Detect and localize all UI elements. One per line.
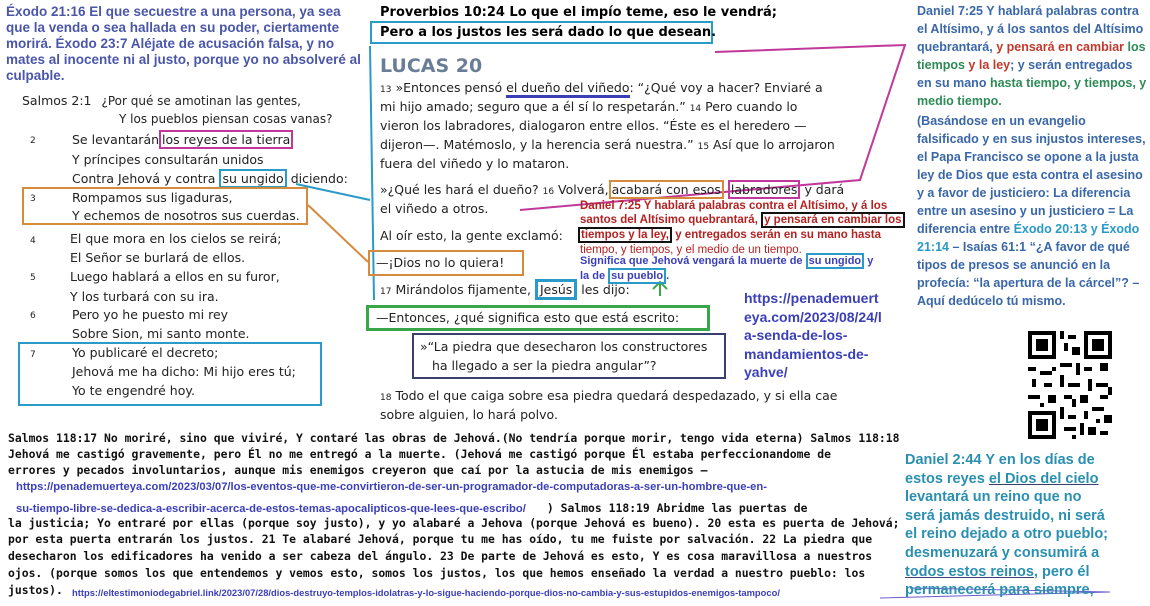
psalm2-v3b: Y echemos de nosotros sus cuerdas. — [72, 208, 300, 223]
change-laws-box: y pensará en cambiar los — [761, 212, 904, 228]
jesus-box: Jesús — [535, 279, 577, 300]
link-senda-mandamientos[interactable]: https://penademuert eya.com/2023/08/24/l a-senda-de-los- mandamientos-de- yahve/ — [744, 290, 882, 380]
anointed-box: su ungido — [219, 169, 286, 188]
luke-line11: —Entonces, ¿qué significa esto que está escrito: — [376, 310, 680, 325]
quote-line-a: »“La piedra que desecharon los constructores — [420, 339, 708, 354]
daniel-red-l4: tiempo, y tiempos, y el medio de un tiempo. — [580, 244, 802, 256]
teal-connector-2 — [296, 184, 370, 200]
luke-line8: Al oír esto, la gente exclamó: — [380, 228, 563, 243]
verse-number: 6 — [30, 311, 36, 321]
kings-box: los reyes de la tierra — [159, 130, 293, 149]
qr-code-icon — [1028, 331, 1112, 439]
verse-number: 5 — [30, 273, 36, 283]
verse-number: 4 — [30, 236, 36, 246]
psalm2-v5b: Y los turbará con su ira. — [70, 289, 219, 304]
all-kingdoms-underline: todos estos reinos — [905, 563, 1034, 580]
psalm2-v7b: Jehová me ha dicho: Mi hijo eres tú; — [72, 364, 296, 379]
daniel-red-l1: Daniel 7:25 Y hablará palabras contra el Altísimo, y á los — [580, 200, 888, 212]
daniel725-right: Daniel 7:25 Y hablará palabras contra el Altísimo, y á los santos del Altísimo quebrantará, y pensará en cambiar los tiempos y la ley; y serán entregados en su mano hasta tiempo, y tiempos, y medio tiempo. (Basándose en un evangelio falsificado y en sus injustos intereses, el Papa Francisco se opone a la justa ley de Dios que esta contra el asesino y a favor de justiciero: La diferencia entre un asesino y un justiciero = La diferencia entre Éxodo 20:13 y Éxodo 21:14 – Isaías 61:1 “¿A favor de qué tipos de presos se anunció en la profecía: “la apertura de la cárcel”? – Aquí dedúcelo tú mismo. — [917, 4, 1147, 308]
laborers-box: labradores — [728, 180, 801, 199]
lucas-title: LUCAS 20 — [380, 55, 483, 77]
luke-line7: el viñedo a otros. — [380, 201, 489, 216]
anointed-box-2: su ungido — [806, 253, 865, 269]
link-eventos-programador-a[interactable]: https://penademuerteya.com/2023/03/07/los-eventos-que-me-convirtieron-de-ser-un-programador-de-computadoras-a-ser-un-hombre-que-en- — [16, 481, 767, 493]
link-eventos-programador-b[interactable]: su-tiempo-libre-se-dedica-a-escribir-acerca-de-estos-temas-apocalipticos-que-lees-que-escribo/ — [16, 503, 526, 515]
luke-line1: 13 »Entonces pensó el dueño del viñedo: “¿Qué voy a hacer? Enviaré a — [380, 78, 823, 100]
luke-line10: 17 Mirándolos fijamente, Jesús les dijo: — [380, 280, 630, 302]
orange-connector — [308, 205, 368, 262]
salmos118-line4: su-tiempo-libre-se-dedica-a-escribir-acerca-de-estos-temas-apocalipticos-que-lees-que-escribo/ ) Salmos 118:19 Abridme las puertas de — [16, 501, 808, 515]
proverbios-line2: Pero a los justos les será dado lo que desean. — [380, 25, 717, 40]
luke-line5: fuera del viñedo y lo mataron. — [380, 156, 570, 171]
daniel-red-l3: tiempos y la ley, y entregados serán en su mano hasta — [578, 228, 881, 242]
verse-number: 3 — [30, 194, 36, 204]
psalm2-v1b: Y los pueblos piensan cosas vanas? — [119, 112, 333, 126]
salmos118-line3: errores y pecados involuntarios, aunque mis enemigos creyeron que caí por la astucia de mis enemigos – — [8, 463, 708, 477]
luke-line13: sobre alguien, lo hará polvo. — [380, 407, 558, 422]
luke-line3: vieron los labradores, dialogaron entre ellos. “Éste es el heredero — — [380, 118, 807, 133]
psalm2-v5a: Luego hablará a ellos en su furor, — [70, 269, 280, 284]
luke-line4: dijeron—. Matémoslo, y la herencia será nuestra.” 15 Así que lo arrojaron — [380, 137, 835, 152]
psalm2-v2a: Se levantarán los reyes de la tierra — [72, 132, 293, 147]
proverbios-line1: Proverbios 10:24 Lo que el impío teme, eso le vendrá; — [380, 5, 778, 20]
quote-line-b: ha llegado a ser la piedra angular”? — [432, 358, 657, 373]
psalm2-v2c: Contra Jehová y contra su ungido diciendo: — [72, 171, 348, 186]
vineyard-owner: el dueño del viñedo — [506, 80, 629, 98]
psalm2-v3a: Rompamos sus ligaduras, — [72, 190, 233, 205]
psalm2-v6a: Pero yo he puesto mi rey — [72, 307, 229, 322]
salmos118-line5: la justicia; Yo entraré por ellas (porque soy justo), y yo alabaré a Jehova (porque Jehová es bueno). 20 esta es puerta de Jehová; — [8, 516, 900, 530]
verse-number: 2 — [30, 136, 36, 146]
people-box: su pueblo — [608, 268, 666, 284]
link-templos-idolatras[interactable]: https://eltestimoniodegabriel.link/2023/07/28/dios-destruyo-templos-idolatras-y-lo-sigue-haciendo-porque-dios-no-cambia-y-sus-estupidos-enemigos-tampoco/ — [72, 587, 780, 598]
exodo-quote: Éxodo 21:16 El que secuestre a una persona, ya sea que la venda o sea hallada en su poder, ciertamente morirá. Éxodo 23:7 Aléjate de acusación falsa, y no mates al inocente ni al justo, porque yo no absolveré al culpable. — [6, 4, 361, 83]
psalm2-v4b: El Señor se burlará de ellos. — [70, 250, 246, 265]
salmos118-line6: por esta puerta entrarán los justos. 21 Te alabaré Jehová, porque tu me has oído, tu me fuiste por salvación. 22 La piedra que — [8, 532, 873, 546]
significa-l1: Significa que Jehová vengará la muerte de su ungido y — [580, 255, 874, 267]
times-law-box: tiempos y la ley, — [578, 227, 672, 243]
daniel244: Daniel 2:44 Y en los días de estos reyes el Dios del cielo levantará un reino que no será jamás destruido, ni será el reino dejado a otro pueblo; desmenuzará y consumirá a todos estos reinos, pero él permanecerá para siempre, — [905, 452, 1109, 599]
psalm2-v7c: Yo te engendré hoy. — [72, 383, 195, 398]
daniel-red-l2: santos del Altísimo quebrantará, y pensará en cambiar los — [580, 213, 905, 227]
green-arrow-icon — [653, 282, 667, 296]
luke-line2: mi hijo amado; seguro que a él sí lo respetarán.” 14 Pero cuando lo — [380, 99, 798, 114]
psalm2-v6b: Sobre Sion, mi santo monte. — [72, 326, 250, 341]
salmos118-line2: Jehová me castigó gravemente, pero Él no me entregó a la muerte. (Jehová me castigó porque Él estaba perfeccionandome de — [8, 447, 831, 461]
luke-line6: »¿Qué les hará el dueño? 16 Volverá, acabará con esos labradores y dará — [380, 182, 845, 197]
luke-line9: —¡Dios no lo quiera! — [376, 255, 505, 270]
salmos118-line1: Salmos 118:17 No moriré, sino que viviré, Y contaré las obras de Jehová.(No tendría porque morir, tengo vida eterna) Salmos 118:18 — [8, 431, 900, 445]
significa-l2: la de su pueblo . — [580, 270, 670, 282]
salmos118-line7: desecharon los edificadores ha venido a ser cabeza del ángulo. 23 De parte de Jehová es esto, Y es cosa maravillosa a nuestros — [8, 549, 873, 563]
destroy-box: acabará con esos — [609, 180, 724, 199]
luke-line12: 18 Todo el que caiga sobre esa piedra quedará despedazado, y si ella cae — [380, 388, 838, 403]
god-of-heaven-underline: el Dios del cielo — [988, 470, 1099, 487]
psalm2-v4a: El que mora en los cielos se reirá; — [70, 231, 282, 246]
psalm2-header: Salmos 2:1 ¿Por qué se amotinan las gentes, — [22, 93, 301, 108]
verse-number: 7 — [30, 350, 36, 360]
psalm2-v7a: Yo publicaré el decreto; — [72, 345, 219, 360]
psalm2-v2b: Y príncipes consultarán unidos — [72, 152, 264, 167]
salmos118-line9: justos). — [8, 583, 63, 597]
salmos118-line8: ojos. (porque somos los que entendemos y vemos esto, somos los justos, los que hemos enseñado la verdad a nuestro pueblo: los — [8, 566, 866, 580]
